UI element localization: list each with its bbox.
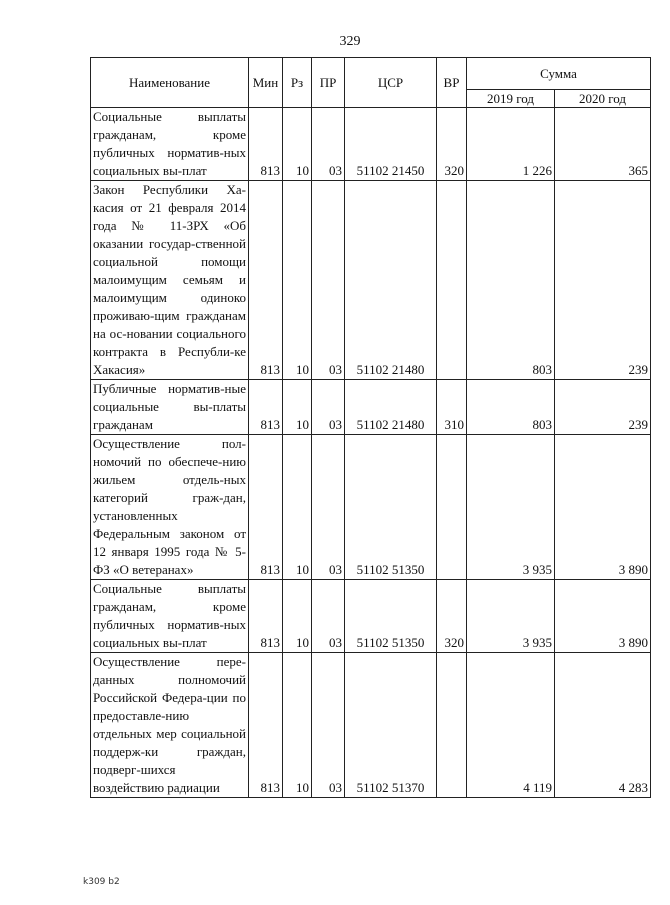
row-vr [437, 435, 467, 580]
row-vr: 320 [437, 580, 467, 653]
row-2019: 3 935 [467, 580, 555, 653]
row-2019: 803 [467, 181, 555, 380]
row-2020: 3 890 [555, 580, 651, 653]
row-pr: 03 [312, 181, 345, 380]
row-rz: 10 [283, 580, 312, 653]
row-vr: 310 [437, 380, 467, 435]
row-vr [437, 653, 467, 798]
row-min: 813 [249, 380, 283, 435]
row-2019: 3 935 [467, 435, 555, 580]
row-rz: 10 [283, 181, 312, 380]
row-min: 813 [249, 435, 283, 580]
row-rz: 10 [283, 380, 312, 435]
table-row [91, 580, 651, 653]
row-2020: 239 [555, 380, 651, 435]
table-row [91, 108, 651, 181]
row-pr: 03 [312, 653, 345, 798]
row-csr: 51102 21480 [345, 380, 437, 435]
header-csr: ЦСР [345, 58, 437, 108]
row-2019: 1 226 [467, 108, 555, 181]
row-name: Социальные выплаты гражданам, кроме публичных норматив-ных социальных вы-плат [91, 108, 249, 181]
footer-code: k309 b2 [83, 877, 120, 887]
row-rz: 10 [283, 653, 312, 798]
header-year-2019: 2019 год [467, 90, 555, 108]
row-rz: 10 [283, 435, 312, 580]
budget-table [90, 57, 651, 798]
header-rz: Рз [283, 58, 312, 108]
row-min: 813 [249, 653, 283, 798]
header-min: Мин [249, 58, 283, 108]
page-number: 329 [339, 34, 361, 49]
row-2019: 4 119 [467, 653, 555, 798]
row-name: Осуществление пол-номочий по обеспече-нию жильем отдель-ных категорий граж-дан, установленных Федеральным законом от 12 января 1995 года № 5-ФЗ «О ветеранах» [91, 435, 249, 580]
header-sum: Сумма [467, 58, 651, 90]
row-csr: 51102 51350 [345, 580, 437, 653]
row-pr: 03 [312, 580, 345, 653]
header-name: Наименование [91, 58, 249, 108]
row-vr: 320 [437, 108, 467, 181]
row-name: Осуществление пере-данных полномочий Российской Федера-ции по предоставле-нию отдельных мер социальной поддерж-ки граждан, подверг-шихся воздействию радиации [91, 653, 249, 798]
row-min: 813 [249, 108, 283, 181]
header-year-2020: 2020 год [555, 90, 651, 108]
table-row [91, 380, 651, 435]
row-name: Публичные норматив-ные социальные вы-платы гражданам [91, 380, 249, 435]
row-2020: 365 [555, 108, 651, 181]
row-csr: 51102 21450 [345, 108, 437, 181]
header-vr: ВР [437, 58, 467, 108]
table-row [91, 653, 651, 798]
row-min: 813 [249, 580, 283, 653]
row-pr: 03 [312, 108, 345, 181]
row-csr: 51102 21480 [345, 181, 437, 380]
row-name: Закон Республики Ха-касия от 21 февраля 2014 года № 11-ЗРХ «Об оказании государ-ственной социальной помощи малоимущим семьям и малоимущим одиноко проживаю-щим гражданам на ос-новании социального контракта в Республи-ке Хакасия» [91, 181, 249, 380]
row-csr: 51102 51350 [345, 435, 437, 580]
row-name: Социальные выплаты гражданам, кроме публичных норматив-ных социальных вы-плат [91, 580, 249, 653]
row-pr: 03 [312, 380, 345, 435]
row-min: 813 [249, 181, 283, 380]
row-2020: 239 [555, 181, 651, 380]
row-2020: 3 890 [555, 435, 651, 580]
row-pr: 03 [312, 435, 345, 580]
table-row [91, 181, 651, 380]
table-row [91, 435, 651, 580]
row-rz: 10 [283, 108, 312, 181]
row-vr [437, 181, 467, 380]
header-pr: ПР [312, 58, 345, 108]
row-2020: 4 283 [555, 653, 651, 798]
row-2019: 803 [467, 380, 555, 435]
row-csr: 51102 51370 [345, 653, 437, 798]
